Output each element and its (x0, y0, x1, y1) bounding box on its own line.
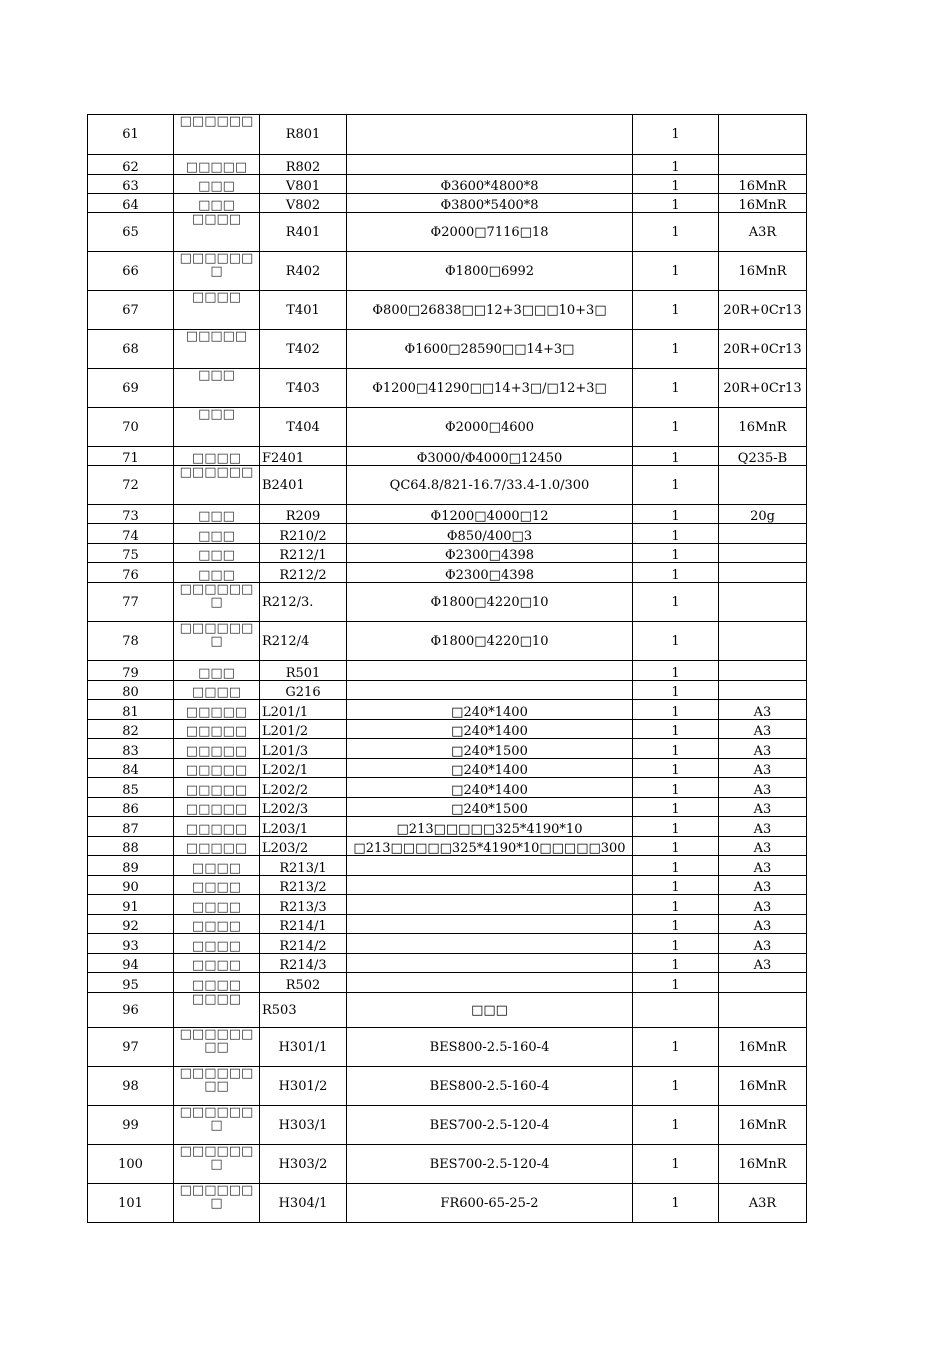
quantity-cell (633, 993, 719, 1028)
row-number-cell: 93 (88, 934, 174, 954)
material-cell: A3 (719, 876, 807, 895)
table-row (88, 759, 807, 778)
specification-cell: Φ3800*5400*8 (347, 194, 633, 213)
specification-cell: □240*1500 (347, 739, 633, 759)
equipment-name-cell: □□□□□□□ (174, 583, 260, 622)
equipment-name-cell: □□□□□□□ (174, 1145, 260, 1184)
specification-cell: □□□ (347, 993, 633, 1028)
quantity-cell: 1 (633, 798, 719, 817)
equipment-name-cell: □□□□□□ (174, 115, 260, 155)
quantity-cell: 1 (633, 934, 719, 954)
quantity-cell: 1 (633, 954, 719, 973)
equipment-code-cell: R209 (260, 505, 347, 524)
material-cell: 16MnR (719, 408, 807, 447)
material-cell: A3 (719, 798, 807, 817)
quantity-cell: 1 (633, 505, 719, 524)
equipment-name-cell: □□□ (174, 661, 260, 681)
equipment-code-cell: R210/2 (260, 524, 347, 544)
equipment-name-cell: □□□□ (174, 993, 260, 1028)
material-cell: 20g (719, 505, 807, 524)
specification-cell (347, 915, 633, 934)
row-number-cell: 96 (88, 993, 174, 1028)
equipment-code-cell: L202/2 (260, 778, 347, 798)
table-row (88, 895, 807, 915)
equipment-code-cell: L202/3 (260, 798, 347, 817)
table-row (88, 408, 807, 447)
row-number-cell: 82 (88, 720, 174, 739)
material-cell: 16MnR (719, 1106, 807, 1145)
row-number-cell: 78 (88, 622, 174, 661)
equipment-code-cell: T404 (260, 408, 347, 447)
table-row (88, 175, 807, 194)
specification-cell (347, 115, 633, 155)
quantity-cell: 1 (633, 563, 719, 583)
equipment-name-cell: □□□ (174, 505, 260, 524)
row-number-cell: 66 (88, 252, 174, 291)
material-cell: 16MnR (719, 252, 807, 291)
material-cell: A3 (719, 915, 807, 934)
quantity-cell: 1 (633, 252, 719, 291)
specification-cell: Φ850/400□3 (347, 524, 633, 544)
equipment-name-cell: □□□□ (174, 954, 260, 973)
table-row (88, 973, 807, 993)
row-number-cell: 84 (88, 759, 174, 778)
equipment-code-cell: L203/1 (260, 817, 347, 837)
equipment-code-cell: F2401 (260, 447, 347, 466)
row-number-cell: 85 (88, 778, 174, 798)
quantity-cell: 1 (633, 524, 719, 544)
row-number-cell: 99 (88, 1106, 174, 1145)
specification-cell: □240*1500 (347, 798, 633, 817)
material-cell (719, 622, 807, 661)
row-number-cell: 101 (88, 1184, 174, 1223)
equipment-name-cell: □□□□□ (174, 720, 260, 739)
quantity-cell: 1 (633, 369, 719, 408)
equipment-code-cell: T401 (260, 291, 347, 330)
equipment-table-body (88, 115, 807, 1223)
table-row (88, 1184, 807, 1223)
equipment-name-cell: □□□□□ (174, 739, 260, 759)
equipment-name-cell: □□□□□ (174, 759, 260, 778)
table-row (88, 622, 807, 661)
material-cell: 16MnR (719, 1028, 807, 1067)
equipment-code-cell: H303/1 (260, 1106, 347, 1145)
row-number-cell: 94 (88, 954, 174, 973)
row-number-cell: 71 (88, 447, 174, 466)
quantity-cell: 1 (633, 661, 719, 681)
material-cell (719, 524, 807, 544)
quantity-cell: 1 (633, 583, 719, 622)
material-cell (719, 115, 807, 155)
equipment-code-cell: R212/1 (260, 544, 347, 563)
material-cell (719, 583, 807, 622)
material-cell (719, 993, 807, 1028)
specification-cell: □240*1400 (347, 720, 633, 739)
material-cell: 16MnR (719, 1145, 807, 1184)
material-cell: A3 (719, 739, 807, 759)
material-cell: A3R (719, 1184, 807, 1223)
equipment-code-cell: R212/4 (260, 622, 347, 661)
equipment-name-cell: □□□□□□□ (174, 622, 260, 661)
specification-cell (347, 856, 633, 876)
equipment-code-cell: R214/3 (260, 954, 347, 973)
quantity-cell: 1 (633, 876, 719, 895)
quantity-cell: 1 (633, 681, 719, 700)
specification-cell: Φ2300□4398 (347, 563, 633, 583)
material-cell: 16MnR (719, 194, 807, 213)
equipment-name-cell: □□□□□ (174, 837, 260, 856)
equipment-code-cell: R213/1 (260, 856, 347, 876)
quantity-cell: 1 (633, 837, 719, 856)
equipment-name-cell: □□□ (174, 563, 260, 583)
equipment-code-cell: L201/2 (260, 720, 347, 739)
quantity-cell: 1 (633, 759, 719, 778)
specification-cell (347, 973, 633, 993)
specification-cell: □213□□□□□325*4190*10□□□□□300 (347, 837, 633, 856)
material-cell: A3 (719, 720, 807, 739)
table-row (88, 115, 807, 155)
table-row (88, 544, 807, 563)
specification-cell: Φ1600□28590□□14+3□ (347, 330, 633, 369)
equipment-code-cell: R402 (260, 252, 347, 291)
table-row (88, 876, 807, 895)
table-row (88, 155, 807, 175)
table-row (88, 915, 807, 934)
specification-cell: BES700-2.5-120-4 (347, 1106, 633, 1145)
material-cell: A3 (719, 934, 807, 954)
quantity-cell: 1 (633, 817, 719, 837)
quantity-cell: 1 (633, 1067, 719, 1106)
table-row (88, 681, 807, 700)
equipment-code-cell: V801 (260, 175, 347, 194)
equipment-code-cell: L202/1 (260, 759, 347, 778)
row-number-cell: 67 (88, 291, 174, 330)
row-number-cell: 100 (88, 1145, 174, 1184)
material-cell: A3R (719, 213, 807, 252)
table-row (88, 466, 807, 505)
equipment-name-cell: □□□□□ (174, 330, 260, 369)
equipment-code-cell: L201/3 (260, 739, 347, 759)
quantity-cell: 1 (633, 330, 719, 369)
quantity-cell: 1 (633, 447, 719, 466)
table-row (88, 447, 807, 466)
specification-cell (347, 876, 633, 895)
specification-cell: Φ2000□7116□18 (347, 213, 633, 252)
equipment-name-cell: □□□□ (174, 856, 260, 876)
table-row (88, 194, 807, 213)
specification-cell: BES700-2.5-120-4 (347, 1145, 633, 1184)
equipment-name-cell: □□□□□□□□ (174, 1028, 260, 1067)
table-row (88, 213, 807, 252)
table-row (88, 934, 807, 954)
table-row (88, 661, 807, 681)
quantity-cell: 1 (633, 1145, 719, 1184)
material-cell: A3 (719, 895, 807, 915)
quantity-cell: 1 (633, 408, 719, 447)
quantity-cell: 1 (633, 720, 719, 739)
table-row (88, 524, 807, 544)
quantity-cell: 1 (633, 291, 719, 330)
quantity-cell: 1 (633, 544, 719, 563)
equipment-name-cell: □□□□ (174, 681, 260, 700)
row-number-cell: 73 (88, 505, 174, 524)
equipment-code-cell: R501 (260, 661, 347, 681)
specification-cell: QC64.8/821-16.7/33.4-1.0/300 (347, 466, 633, 505)
row-number-cell: 79 (88, 661, 174, 681)
equipment-name-cell: □□□□□□□ (174, 252, 260, 291)
equipment-name-cell: □□□□ (174, 447, 260, 466)
equipment-code-cell: H301/1 (260, 1028, 347, 1067)
specification-cell (347, 954, 633, 973)
equipment-name-cell: □□□ (174, 524, 260, 544)
quantity-cell: 1 (633, 115, 719, 155)
quantity-cell: 1 (633, 175, 719, 194)
table-row (88, 837, 807, 856)
equipment-code-cell: H301/2 (260, 1067, 347, 1106)
table-row (88, 583, 807, 622)
equipment-name-cell: □□□□□ (174, 155, 260, 175)
row-number-cell: 72 (88, 466, 174, 505)
specification-cell (347, 681, 633, 700)
material-cell (719, 563, 807, 583)
row-number-cell: 90 (88, 876, 174, 895)
table-row (88, 739, 807, 759)
row-number-cell: 89 (88, 856, 174, 876)
equipment-code-cell: L203/2 (260, 837, 347, 856)
table-row (88, 1028, 807, 1067)
table-row (88, 778, 807, 798)
equipment-code-cell: R401 (260, 213, 347, 252)
equipment-name-cell: □□□ (174, 408, 260, 447)
material-cell: A3 (719, 837, 807, 856)
equipment-name-cell: □□□□ (174, 895, 260, 915)
row-number-cell: 87 (88, 817, 174, 837)
specification-cell: FR600-65-25-2 (347, 1184, 633, 1223)
row-number-cell: 63 (88, 175, 174, 194)
specification-cell: Φ2000□4600 (347, 408, 633, 447)
row-number-cell: 65 (88, 213, 174, 252)
quantity-cell: 1 (633, 856, 719, 876)
table-row (88, 330, 807, 369)
table-row (88, 1067, 807, 1106)
equipment-table (87, 114, 807, 1223)
equipment-code-cell: R212/3. (260, 583, 347, 622)
material-cell (719, 973, 807, 993)
specification-cell: □240*1400 (347, 700, 633, 720)
equipment-code-cell: H303/2 (260, 1145, 347, 1184)
specification-cell: Φ3600*4800*8 (347, 175, 633, 194)
material-cell (719, 681, 807, 700)
row-number-cell: 88 (88, 837, 174, 856)
equipment-code-cell: G216 (260, 681, 347, 700)
equipment-name-cell: □□□ (174, 194, 260, 213)
table-row (88, 856, 807, 876)
quantity-cell: 1 (633, 622, 719, 661)
quantity-cell: 1 (633, 466, 719, 505)
quantity-cell: 1 (633, 1106, 719, 1145)
equipment-code-cell: T403 (260, 369, 347, 408)
equipment-name-cell: □□□□ (174, 973, 260, 993)
equipment-name-cell: □□□□ (174, 915, 260, 934)
material-cell: A3 (719, 856, 807, 876)
material-cell: A3 (719, 759, 807, 778)
equipment-code-cell: R213/3 (260, 895, 347, 915)
quantity-cell: 1 (633, 778, 719, 798)
table-row (88, 252, 807, 291)
equipment-code-cell: R212/2 (260, 563, 347, 583)
table-row (88, 563, 807, 583)
equipment-code-cell: R213/2 (260, 876, 347, 895)
row-number-cell: 98 (88, 1067, 174, 1106)
equipment-code-cell: R503 (260, 993, 347, 1028)
equipment-name-cell: □□□□□□□ (174, 1106, 260, 1145)
equipment-code-cell: R802 (260, 155, 347, 175)
equipment-name-cell: □□□ (174, 175, 260, 194)
row-number-cell: 70 (88, 408, 174, 447)
table-row (88, 817, 807, 837)
quantity-cell: 1 (633, 700, 719, 720)
specification-cell (347, 155, 633, 175)
quantity-cell: 1 (633, 739, 719, 759)
specification-cell: □240*1400 (347, 759, 633, 778)
quantity-cell: 1 (633, 895, 719, 915)
specification-cell: □240*1400 (347, 778, 633, 798)
equipment-name-cell: □□□□□ (174, 778, 260, 798)
table-row (88, 798, 807, 817)
table-row (88, 369, 807, 408)
row-number-cell: 83 (88, 739, 174, 759)
equipment-code-cell: L201/1 (260, 700, 347, 720)
equipment-name-cell: □□□ (174, 544, 260, 563)
specification-cell: Φ800□26838□□12+3□□□10+3□ (347, 291, 633, 330)
row-number-cell: 64 (88, 194, 174, 213)
table-row (88, 954, 807, 973)
material-cell: A3 (719, 778, 807, 798)
equipment-name-cell: □□□□□ (174, 700, 260, 720)
equipment-name-cell: □□□□ (174, 291, 260, 330)
row-number-cell: 76 (88, 563, 174, 583)
equipment-code-cell: T402 (260, 330, 347, 369)
material-cell: 20R+0Cr13 (719, 291, 807, 330)
material-cell: 20R+0Cr13 (719, 369, 807, 408)
specification-cell: Φ2300□4398 (347, 544, 633, 563)
equipment-name-cell: □□□□□□ (174, 466, 260, 505)
material-cell (719, 544, 807, 563)
equipment-code-cell: R214/1 (260, 915, 347, 934)
specification-cell (347, 934, 633, 954)
quantity-cell: 1 (633, 973, 719, 993)
row-number-cell: 69 (88, 369, 174, 408)
quantity-cell: 1 (633, 1184, 719, 1223)
row-number-cell: 92 (88, 915, 174, 934)
material-cell: A3 (719, 817, 807, 837)
table-row (88, 1145, 807, 1184)
equipment-code-cell: H304/1 (260, 1184, 347, 1223)
row-number-cell: 80 (88, 681, 174, 700)
specification-cell: Φ1800□4220□10 (347, 583, 633, 622)
equipment-code-cell: R801 (260, 115, 347, 155)
row-number-cell: 97 (88, 1028, 174, 1067)
row-number-cell: 75 (88, 544, 174, 563)
row-number-cell: 95 (88, 973, 174, 993)
equipment-name-cell: □□□□□□□ (174, 1184, 260, 1223)
row-number-cell: 62 (88, 155, 174, 175)
equipment-code-cell: V802 (260, 194, 347, 213)
quantity-cell: 1 (633, 155, 719, 175)
equipment-name-cell: □□□□ (174, 876, 260, 895)
table-row (88, 993, 807, 1028)
equipment-name-cell: □□□□ (174, 934, 260, 954)
equipment-name-cell: □□□□ (174, 213, 260, 252)
material-cell: 16MnR (719, 1067, 807, 1106)
row-number-cell: 86 (88, 798, 174, 817)
table-row (88, 720, 807, 739)
specification-cell (347, 661, 633, 681)
material-cell: A3 (719, 700, 807, 720)
quantity-cell: 1 (633, 213, 719, 252)
table-row (88, 291, 807, 330)
row-number-cell: 74 (88, 524, 174, 544)
table-row (88, 1106, 807, 1145)
quantity-cell: 1 (633, 1028, 719, 1067)
material-cell: A3 (719, 954, 807, 973)
material-cell: 20R+0Cr13 (719, 330, 807, 369)
equipment-name-cell: □□□□□ (174, 817, 260, 837)
specification-cell (347, 895, 633, 915)
row-number-cell: 61 (88, 115, 174, 155)
row-number-cell: 77 (88, 583, 174, 622)
material-cell: 16MnR (719, 175, 807, 194)
equipment-name-cell: □□□ (174, 369, 260, 408)
material-cell (719, 661, 807, 681)
table-row (88, 505, 807, 524)
specification-cell: BES800-2.5-160-4 (347, 1028, 633, 1067)
equipment-name-cell: □□□□□ (174, 798, 260, 817)
equipment-code-cell: R502 (260, 973, 347, 993)
specification-cell: BES800-2.5-160-4 (347, 1067, 633, 1106)
quantity-cell: 1 (633, 194, 719, 213)
specification-cell: Φ1200□4000□12 (347, 505, 633, 524)
equipment-name-cell: □□□□□□□□ (174, 1067, 260, 1106)
specification-cell: □213□□□□□325*4190*10 (347, 817, 633, 837)
specification-cell: Φ1200□41290□□14+3□/□12+3□ (347, 369, 633, 408)
specification-cell: Φ3000/Φ4000□12450 (347, 447, 633, 466)
row-number-cell: 81 (88, 700, 174, 720)
row-number-cell: 68 (88, 330, 174, 369)
equipment-code-cell: R214/2 (260, 934, 347, 954)
material-cell (719, 466, 807, 505)
table-row (88, 700, 807, 720)
quantity-cell: 1 (633, 915, 719, 934)
material-cell: Q235-B (719, 447, 807, 466)
specification-cell: Φ1800□4220□10 (347, 622, 633, 661)
equipment-code-cell: B2401 (260, 466, 347, 505)
row-number-cell: 91 (88, 895, 174, 915)
material-cell (719, 155, 807, 175)
specification-cell: Φ1800□6992 (347, 252, 633, 291)
